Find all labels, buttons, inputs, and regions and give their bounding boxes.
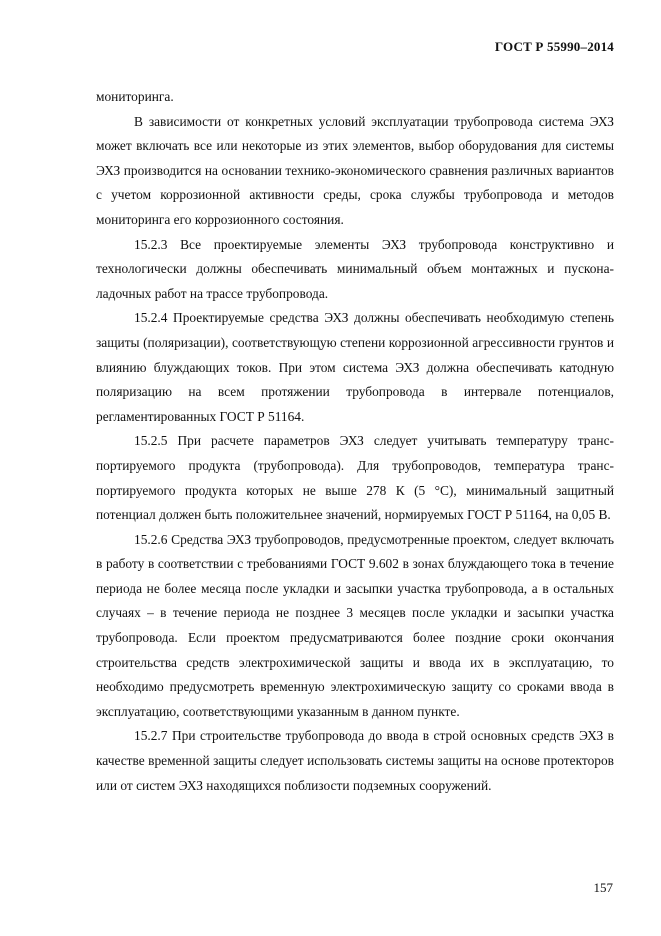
paragraph-15-2-5: 15.2.5 При расчете параметров ЭХЗ следует учитывать температуру транспортируемого продукта (трубопровода). Для трубопроводов, температура транспортируемого продукта которых не выше 278 К (5 °С), минимальный защитный потенциал должен быть положительнее значений, нормируемых ГОСТ Р 51164, на 0,05 В. [96,433,614,523]
document-header: ГОСТ Р 55990–2014 [494,39,614,54]
paragraph-15-2-6: 15.2.6 Средства ЭХЗ трубопроводов, предусмотренные проектом, следует включать в работу в соответствии с требованиями ГОСТ 9.602 в зонах блуждающего тока в течение периода не более месяца после укладки и засыпки участка трубопровода, а в остальных случаях – в течение периода не позднее 3 месяцев после укладки и засыпки участка трубопровода. Если проектом предусматриваются более поздние сроки окончания строительства средств электрохимической защиты и ввода их в эксплуатацию, то необходимо предусмотреть временную электрохимическую защиту со сроками ввода в эксплуатацию, соответствующими указанным в данном пункте. [96,531,614,719]
paragraph-15-2-7: 15.2.7 При строительстве трубопровода до ввода в строй основных средств ЭХЗ в качестве временной защиты следует использовать системы защиты на основе протекторов или от систем ЭХЗ находящихся поблизости подземных сооружений. [96,728,614,793]
document-body [96,85,614,798]
paragraph-ehz-elements: В зависимости от конкретных условий эксплуатации трубопровода система ЭХЗ может включать все или некоторые из этих элементов, выбор оборудования для системы ЭХЗ производится на основании технико-экономического сравнения различных вариантов с учетом коррозионной активности среды, срока службы трубопровода и методов мониторинга его коррозионного состояния. [96,113,614,227]
paragraph-15-2-4: 15.2.4 Проектируемые средства ЭХЗ должны обеспечивать необходимую степень защиты (поляризации), соответствующую степени коррозионной агрессивности грунтов и влиянию блуждающих токов. При этом система ЭХЗ должна обеспечивать катодную поляризацию на всем протяжении трубопровода в интервале потенциалов, регламентированных ГОСТ Р 51164. [96,310,614,424]
paragraph-continuation: мониторинга. [96,89,174,104]
page-number: 157 [593,880,613,895]
paragraph-15-2-3: 15.2.3 Все проектируемые элементы ЭХЗ трубопровода конструктивно и технологически должны обеспечивать минимальный объем монтажных и пусконаладочных работ на трассе трубопровода. [96,236,614,301]
